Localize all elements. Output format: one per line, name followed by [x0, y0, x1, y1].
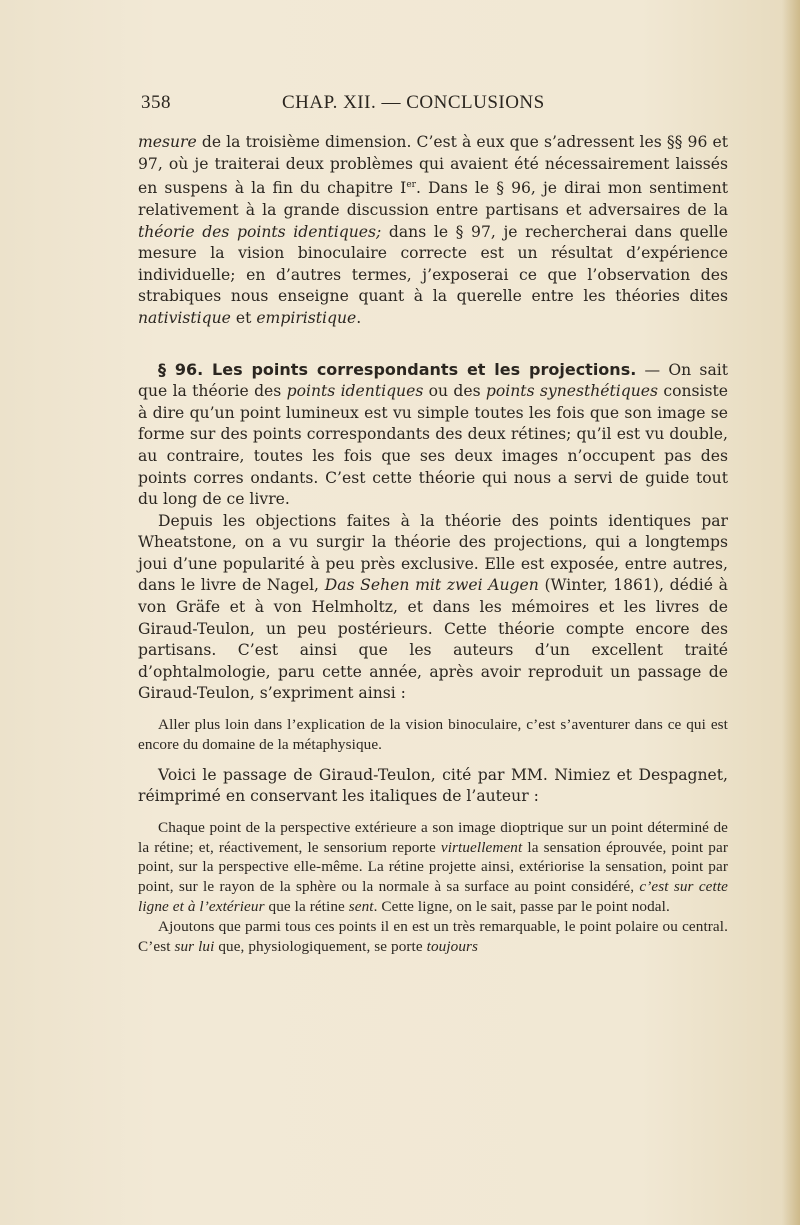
quote-paragraph-1	[138, 818, 728, 917]
text-run: . Dans le § 96, je dirai mon sentiment relativement à la grande discussion entre partisans et adversaires de la	[138, 179, 729, 219]
text-run: que, physiologiquement, se porte	[214, 937, 427, 955]
italic-term: c’est sur cette ligne et à l’extérieur	[138, 878, 728, 915]
italic-term: Das Sehen mit zwei Augen	[324, 576, 539, 595]
block-quote-2	[138, 818, 728, 957]
italic-term: sur lui	[174, 937, 215, 955]
italic-term: virtuellement	[440, 838, 523, 856]
quote-text: Aller plus loin dans l’explication de la vision binoculaire, c’est s’aventurer dans ce qui est encore du domaine de la métaphysique.	[138, 716, 728, 753]
text-run: et	[230, 308, 257, 327]
text-run: la sensation éprouvée, point par point, sur la perspective elle-même. La rétine projette ainsi, extériorise la sensation, point par point, sur le rayon de la sphère ou la normale à sa surface au point considéré,	[138, 838, 728, 896]
text-run: Depuis les objections faites à la théorie des points identiques par Wheatstone, on a vu surgir la théorie des projections, qui a longtemps joui d’une popularité à peu près exclusive. Elle est exposée, entre autres, dans le livre de Nagel,	[138, 511, 728, 595]
paragraph-3	[138, 511, 728, 705]
superscript: er	[406, 180, 416, 191]
body-text	[138, 132, 728, 956]
italic-term: mesure	[138, 133, 197, 151]
paragraph-4: Voici le passage de Giraud-Teulon, cité par MM. Nimiez et Despagnet, réimprimé en conservant les italiques de l’auteur :	[138, 765, 728, 806]
block-quote-1	[138, 715, 728, 755]
text-run: Chaque point de la perspective extérieure a son image dioptrique sur un point déterminé de la rétine; et, réactivement, le sensorium reporte	[138, 818, 728, 856]
text-run: (Winter, 1861), dédié à von Gräfe et à von Helmholtz, et dans les mémoires et les livres de Giraud-Teulon, un peu postérieurs. Cette théorie compte encore des partisans. C’est ainsi que les auteurs d’un excellent traité d’ophtalmologie, paru cette année, après avoir reproduit un passage de Giraud-Teulon, s’expriment ainsi :	[138, 576, 728, 703]
italic-term: points synesthétiques	[485, 382, 659, 401]
text-run: ou des	[423, 382, 486, 401]
italic-term: empiristique	[256, 308, 357, 327]
text-run: Ajoutons que parmi tous ces points il en est un très remarquable, le point polaire ou central. C’est	[138, 917, 728, 955]
italic-term: toujours	[426, 937, 479, 955]
text-run: . Cette ligne, on le sait, passe par le point nodal.	[373, 898, 670, 915]
text-run: consiste à dire qu’un point lumineux est vu simple toutes les fois que son image se forme sur des points correspondants des deux rétines; qu’il est vu double, au contraire, toutes les fois que ses deux images n’occupent pas des points corres ondants. C’est cette théorie qui nous a servi de guide tout du long de ce livre.	[138, 382, 728, 509]
quote-paragraph-2	[138, 917, 728, 957]
section-heading: § 96. Les points correspondants et les projections.	[158, 359, 637, 379]
paragraph-section-96	[138, 359, 728, 511]
text-run: dans le § 97, je rechercherai dans quelle mesure la vision binoculaire correcte est un résultat d’expérience individuelle; en d’autres termes, j’exposerai ce que l’observation des strabiques nous enseigne quant à la querelle entre les théories dites	[138, 222, 728, 306]
text-run: que la rétine	[264, 898, 349, 915]
italic-term: théorie des points identiques;	[138, 222, 382, 241]
page-number: 358	[141, 92, 171, 113]
italic-term: points identiques	[286, 382, 424, 401]
running-head	[141, 92, 728, 118]
text-run: — On sait que la théorie des	[138, 360, 728, 401]
text-run: .	[356, 308, 362, 327]
chapter-title: CHAP. XII. — CONCLUSIONS	[282, 92, 545, 113]
paragraph-1	[138, 132, 728, 330]
text-run: de la troisième dimension. C’est à eux que s’adressent les §§ 96 et 97, où je traiterai deux problèmes qui avaient été nécessairement laissés en suspens à la fin du chapitre I	[138, 133, 728, 198]
italic-term: nativistique	[138, 308, 231, 327]
italic-term: sent	[348, 898, 374, 915]
page-edge-shadow	[782, 0, 800, 1225]
